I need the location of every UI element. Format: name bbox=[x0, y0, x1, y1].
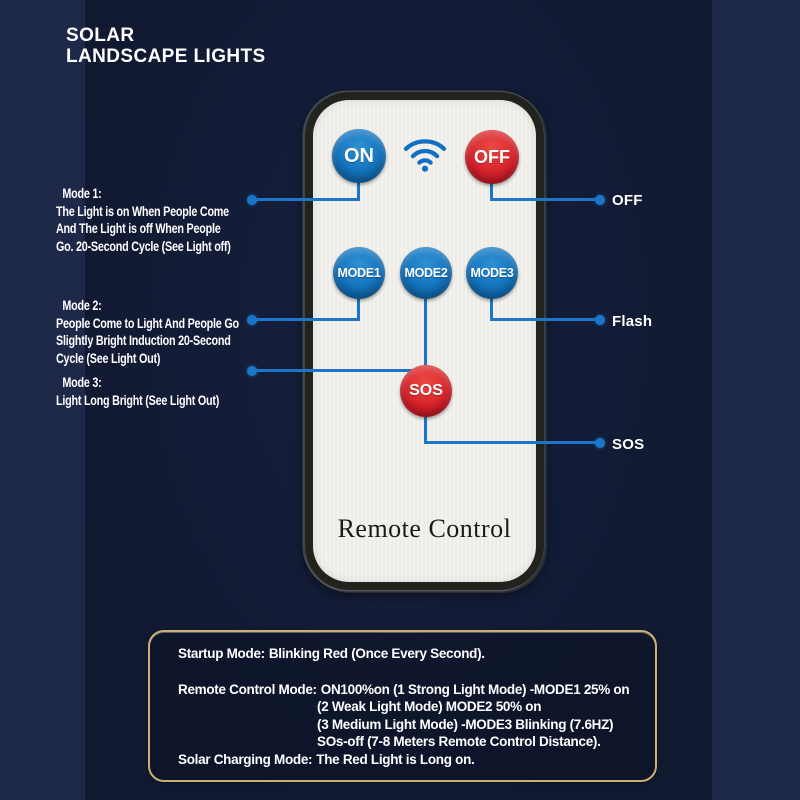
mode2-connector-stem bbox=[424, 296, 427, 371]
remote-mode-line: SOs-off (7-8 Meters Remote Control Distance). bbox=[317, 734, 601, 749]
title-line-1: SOLAR bbox=[66, 25, 135, 46]
mode2-note bbox=[56, 297, 264, 367]
mode3-button[interactable]: MODE3 bbox=[466, 247, 518, 299]
mode3-note bbox=[56, 374, 264, 409]
mode1-note-line: The Light is on When People Come bbox=[56, 203, 229, 219]
flash-callout-label: Flash bbox=[612, 313, 653, 330]
page-title bbox=[66, 25, 266, 67]
sos-button[interactable]: SOS bbox=[400, 365, 452, 417]
mode2-connector-line bbox=[252, 369, 426, 372]
flash-connector-line bbox=[492, 318, 600, 321]
info-box bbox=[148, 630, 657, 782]
sos-connector-stem bbox=[424, 415, 427, 444]
mode3-note-line: Light Long Bright (See Light Out) bbox=[56, 392, 220, 408]
startup-mode-text: Blinking Red (Once Every Second). bbox=[268, 646, 485, 661]
sos-callout-label: SOS bbox=[612, 436, 645, 453]
mode2-button[interactable]: MODE2 bbox=[400, 247, 452, 299]
mode1-connector-line bbox=[252, 318, 360, 321]
mode1-button[interactable]: MODE1 bbox=[333, 247, 385, 299]
mode3-note-heading: Mode 3: bbox=[62, 375, 102, 390]
mode1-note-line: And The Light is off When People bbox=[56, 221, 221, 236]
flash-connector-dot bbox=[595, 315, 605, 325]
remote-mode-line bbox=[178, 681, 637, 699]
mode1-note-heading: Mode 1: bbox=[62, 186, 102, 201]
mode2-note-heading: Mode 2: bbox=[62, 298, 102, 313]
remote-mode-line: (3 Medium Light Mode) -MODE3 Blinking (7.6HZ) bbox=[317, 716, 614, 732]
mode1-note bbox=[56, 185, 264, 255]
off-connector-dot bbox=[595, 195, 605, 205]
solar-charging-text: The Red Light is Long on. bbox=[316, 751, 475, 767]
remote-mode-block bbox=[178, 681, 637, 751]
mode2-note-line: People Come to Light And People Go bbox=[56, 315, 239, 331]
off-button[interactable]: OFF bbox=[465, 130, 519, 184]
mode2-note-line: Slightly Bright Induction 20-Second bbox=[56, 333, 231, 348]
sos-connector-line bbox=[426, 441, 600, 444]
off-connector-line bbox=[492, 198, 600, 201]
solar-charging-label: Solar Charging Mode: bbox=[178, 751, 313, 767]
off-callout-label: OFF bbox=[612, 192, 643, 209]
solar-charging-line bbox=[178, 751, 637, 769]
on-button[interactable]: ON bbox=[332, 129, 386, 183]
remote-mode-text: ON100%on (1 Strong Light Mode) -MODE1 25% on bbox=[320, 681, 630, 697]
on-connector-line bbox=[252, 198, 360, 201]
startup-mode-line bbox=[178, 645, 637, 663]
remote-mode-line: (2 Weak Light Mode) MODE2 50% on bbox=[317, 699, 542, 714]
remote-mode-label: Remote Control Mode: bbox=[178, 681, 317, 697]
mode1-note-line: Go. 20-Second Cycle (See Light off) bbox=[56, 238, 231, 254]
mode2-note-line: Cycle (See Light Out) bbox=[56, 350, 161, 366]
wifi-icon bbox=[402, 135, 448, 173]
startup-mode-label: Startup Mode: bbox=[178, 646, 265, 661]
remote-control-label: Remote Control bbox=[337, 514, 512, 543]
title-line-2: LANDSCAPE LIGHTS bbox=[66, 46, 266, 67]
sos-connector-dot bbox=[595, 438, 605, 448]
